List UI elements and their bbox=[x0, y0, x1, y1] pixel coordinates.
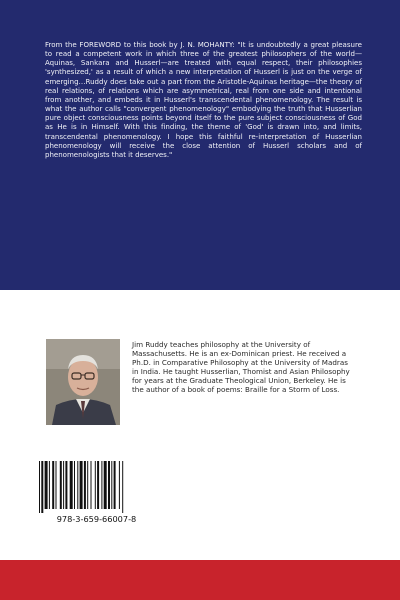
author-bio: Jim Ruddy teaches philosophy at the University of Massachusetts. He is an ex-Dominican priest. He received a Ph.D. in Comparative Philosophy at the University of Madras in India. He taught Husserlian, Thomist and Asian Philosophy for years at the Graduate Theological Union, Berkeley. He is the author of a book of poems: Braille for a Storm of Loss. bbox=[132, 340, 350, 395]
foreword-panel bbox=[0, 0, 400, 290]
barcode-icon bbox=[36, 461, 157, 525]
foreword-text: From the FOREWORD to this book by J. N. MOHANTY: "It is undoubtedly a great pleasure to read a competent work in which three of the greatest philosophers of the world—Aquinas, Sankara and Husserl—are treated with equal respect, their philosophies 'synthesized,' as a result of which a new interpretation of Husserl is just on the verge of emerging…Ruddy does take out a part from the Aristotle-Aquinas heritage—the theory of real relations, of relations which are asymmetrical, real from one side and intentional from another, and embeds it in Husserl's transcendental phenomenology. The result is what the author calls "convergent phenomenology" embodying the truth that Husserlian pure object consciousness points beyond itself to the pure subject consciousness of God as He is in Himself. With this finding, the theme of 'God' is drawn into, and limits, transcendental phenomenology. I hope this faithful re-interpretation of Husserlian phenomenology will receive the close attention of Husserl scholars and of phenomenologists that it deserves." bbox=[45, 40, 362, 159]
author-photo-icon bbox=[46, 339, 120, 425]
isbn-number: 978-3-659-66007-8 bbox=[56, 514, 137, 524]
bottom-color-band bbox=[0, 560, 400, 600]
